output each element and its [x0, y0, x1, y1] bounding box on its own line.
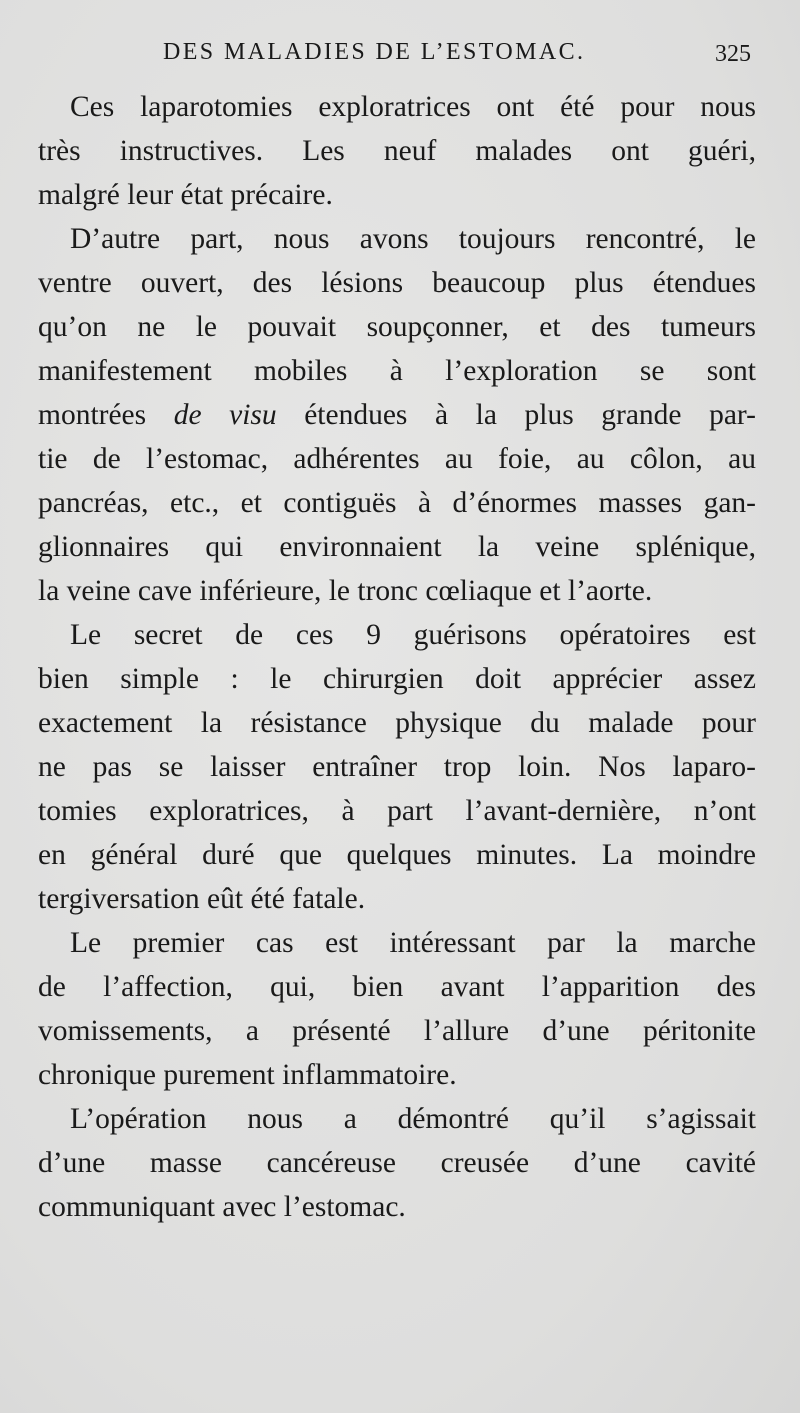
- text-line: exactement la résistance physique du malade pour: [38, 707, 756, 739]
- text-line: d’une masse cancéreuse creusée d’une cavité: [38, 1147, 756, 1179]
- text-line: bien simple : le chirurgien doit apprécier assez: [38, 663, 756, 695]
- text-line: la veine cave inférieure, le tronc cœliaque et l’aorte.: [38, 575, 653, 607]
- text-segment: étendues à la plus grande par-: [276, 399, 756, 431]
- text-line: Le secret de ces 9 guérisons opératoires est: [70, 619, 756, 651]
- text-line: tergiversation eût été fatale.: [38, 883, 366, 915]
- text-line: communiquant avec l’estomac.: [38, 1191, 406, 1223]
- text-line: pancréas, etc., et contiguës à d’énormes masses gan-: [38, 487, 756, 519]
- text-line: tie de l’estomac, adhérentes au foie, au côlon, au: [38, 443, 756, 475]
- text-line: tomies exploratrices, à part l’avant-dernière, n’ont: [38, 795, 756, 827]
- text-line: de l’affection, qui, bien avant l’apparition des: [38, 971, 756, 1003]
- text-line: manifestement mobiles à l’exploration se sont: [38, 355, 756, 387]
- italic-phrase: de visu: [173, 399, 277, 431]
- page-number: 325: [715, 41, 751, 67]
- text-segment: montrées: [38, 399, 174, 431]
- text-line: chronique purement inflammatoire.: [38, 1059, 457, 1091]
- body-text: [38, 85, 756, 1229]
- text-line: très instructives. Les neuf malades ont guéri,: [38, 135, 756, 167]
- text-line: vomissements, a présenté l’allure d’une péritonite: [38, 1015, 756, 1047]
- text-line: D’autre part, nous avons toujours rencontré, le: [70, 223, 756, 255]
- text-line: glionnaires qui environnaient la veine splénique,: [38, 531, 756, 563]
- text-line: ventre ouvert, des lésions beaucoup plus étendues: [38, 267, 756, 299]
- text-line: malgré leur état précaire.: [38, 179, 333, 211]
- text-line: en général duré que quelques minutes. La moindre: [38, 839, 756, 871]
- text-line: [38, 393, 756, 437]
- running-title: DES MALADIES DE L’ESTOMAC.: [163, 39, 586, 65]
- text-line: qu’on ne le pouvait soupçonner, et des tumeurs: [38, 311, 756, 343]
- text-line: Le premier cas est intéressant par la marche: [70, 927, 756, 959]
- text-line: ne pas se laisser entraîner trop loin. Nos laparo-: [38, 751, 756, 783]
- text-line: L’opération nous a démontré qu’il s’agissait: [70, 1103, 756, 1135]
- text-line: Ces laparotomies exploratrices ont été pour nous: [70, 91, 756, 123]
